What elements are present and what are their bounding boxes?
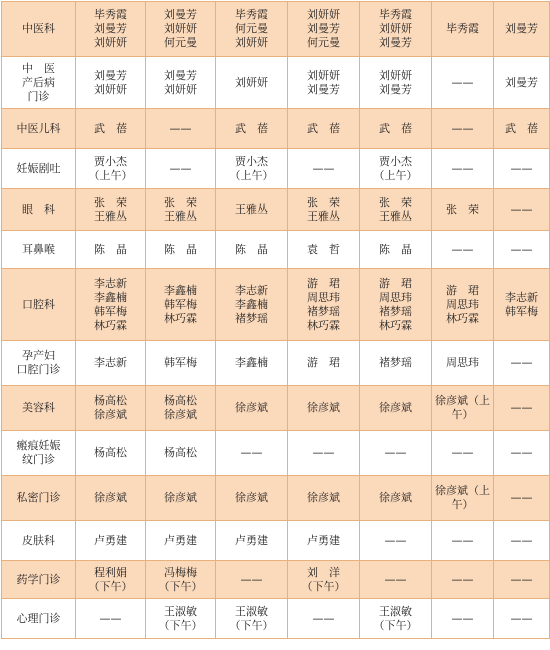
doctor-name: 刘曼芳 [164, 8, 197, 21]
schedule-cell [76, 476, 146, 521]
doctor-name: 王雅丛 [307, 209, 340, 223]
department-label: 药学门诊 [16, 572, 61, 586]
department-cell [2, 109, 76, 149]
doctor-name: （下午） [229, 618, 274, 632]
schedule-cell [494, 57, 550, 109]
doctor-name: —— [384, 533, 407, 547]
doctor-name: 王雅丛 [379, 209, 412, 223]
schedule-cell [76, 431, 146, 476]
department-label: 产后病 [22, 75, 55, 89]
schedule-cell [288, 386, 360, 431]
doctor-name: 卢勇建 [164, 533, 197, 547]
schedule-cell [146, 2, 216, 57]
doctor-name: 贾小杰 [379, 154, 412, 168]
department-label: 眼 科 [22, 202, 55, 216]
doctor-name: 徐彦斌 [307, 401, 340, 414]
doctor-name: 袁 哲 [307, 242, 340, 256]
doctor-name: 冯梅梅 [164, 565, 197, 579]
department-cell [2, 386, 76, 431]
schedule-cell [494, 149, 550, 189]
department-cell [2, 57, 76, 109]
doctor-name: 贾小杰 [235, 154, 268, 168]
schedule-cell [216, 561, 288, 599]
schedule-cell [432, 599, 494, 639]
doctor-name: 卢勇建 [307, 533, 340, 547]
schedule-cell [216, 57, 288, 109]
doctor-name: —— [510, 533, 533, 547]
schedule-cell [288, 269, 360, 341]
doctor-name: 杨高松 [94, 394, 127, 407]
doctor-name: 刘曼芳 [307, 82, 340, 96]
doctor-name: 张 荣 [446, 202, 479, 216]
schedule-cell [146, 109, 216, 149]
doctor-name: 褚梦瑶 [379, 356, 412, 369]
table-row [2, 386, 550, 431]
schedule-cell [432, 431, 494, 476]
doctor-name: 徐彦斌 [307, 491, 340, 504]
doctor-name: 武 蓓 [379, 121, 412, 135]
schedule-cell [360, 599, 432, 639]
doctor-name: —— [510, 611, 533, 625]
doctor-name: —— [384, 572, 407, 586]
department-label: 私密门诊 [16, 491, 61, 504]
department-label: 门诊 [27, 89, 50, 103]
doctor-name: 游 珺 [307, 356, 340, 369]
doctor-name: 何元曼 [235, 22, 268, 35]
department-label: 中医儿科 [16, 121, 61, 135]
schedule-cell [494, 189, 550, 231]
schedule-cell [494, 269, 550, 341]
doctor-name: 周思玮 [446, 356, 479, 369]
doctor-name: 徐彦斌 [164, 408, 197, 421]
schedule-cell [76, 521, 146, 561]
doctor-name: （下午） [88, 579, 133, 593]
schedule-cell [432, 341, 494, 386]
doctor-name: —— [510, 491, 533, 504]
schedule-cell [288, 476, 360, 521]
doctor-name: 林巧霖 [379, 318, 412, 332]
doctor-name: —— [451, 75, 474, 89]
doctor-name: 刘妍妍 [307, 8, 340, 21]
schedule-cell [146, 599, 216, 639]
schedule-cell [76, 109, 146, 149]
table-row [2, 476, 550, 521]
schedule-cell [360, 109, 432, 149]
schedule-cell [432, 231, 494, 269]
department-cell [2, 561, 76, 599]
doctor-name: 周思玮 [307, 290, 340, 304]
doctor-name: —— [312, 446, 335, 459]
schedule-cell [288, 521, 360, 561]
schedule-cell [146, 476, 216, 521]
doctor-name: 徐彦斌 [94, 408, 127, 421]
schedule-cell [288, 149, 360, 189]
table-row [2, 599, 550, 639]
doctor-name: 李鑫楠 [94, 290, 127, 304]
doctor-name: —— [312, 611, 335, 625]
doctor-name: 徐彦斌 [235, 491, 268, 504]
department-cell [2, 2, 76, 57]
schedule-cell [216, 341, 288, 386]
doctor-name: —— [169, 161, 192, 175]
schedule-cell [494, 599, 550, 639]
doctor-name: 刘 洋 [307, 565, 340, 579]
schedule-cell [432, 57, 494, 109]
department-label: 中医科 [22, 22, 55, 35]
doctor-name: 徐彦斌 [164, 491, 197, 504]
doctor-name: 韩军梅 [164, 356, 197, 369]
doctor-name: —— [451, 161, 474, 175]
schedule-cell [76, 189, 146, 231]
doctor-name: 杨高松 [94, 446, 127, 459]
doctor-name: 武 蓓 [235, 121, 268, 135]
doctor-name: 周思玮 [446, 297, 479, 311]
schedule-cell [76, 386, 146, 431]
doctor-name: 褚梦瑶 [235, 311, 268, 325]
schedule-cell [432, 109, 494, 149]
doctor-name: 游 珺 [379, 276, 412, 290]
doctor-name: 王淑敏 [235, 604, 268, 618]
doctor-name: 李鑫楠 [235, 356, 268, 369]
table-row [2, 57, 550, 109]
doctor-name: —— [451, 533, 474, 547]
department-cell [2, 521, 76, 561]
department-label: 耳鼻喉 [22, 242, 55, 256]
schedule-cell [146, 431, 216, 476]
table-row [2, 269, 550, 341]
table-row [2, 189, 550, 231]
schedule-cell [288, 2, 360, 57]
doctor-name: 刘妍妍 [164, 82, 197, 96]
schedule-cell [360, 189, 432, 231]
doctor-name: 王雅丛 [164, 209, 197, 223]
doctor-name: 韩军梅 [505, 304, 538, 318]
doctor-name: 午） [451, 408, 474, 421]
doctor-name: 刘曼芳 [505, 75, 538, 89]
doctor-name: 杨高松 [164, 394, 197, 407]
doctor-name: 刘曼芳 [307, 22, 340, 35]
schedule-cell [360, 57, 432, 109]
table-row [2, 341, 550, 386]
doctor-name: —— [510, 356, 533, 369]
schedule-cell [360, 269, 432, 341]
schedule-cell [216, 431, 288, 476]
schedule-cell [494, 2, 550, 57]
department-label: 皮肤科 [22, 533, 55, 547]
doctor-name: 李志新 [235, 283, 268, 297]
doctor-name: —— [510, 401, 533, 414]
doctor-name: 张 荣 [94, 195, 127, 209]
doctor-name: 武 蓓 [505, 121, 538, 135]
schedule-cell [360, 386, 432, 431]
doctor-name: 张 荣 [164, 195, 197, 209]
table-row [2, 521, 550, 561]
schedule-cell [494, 231, 550, 269]
department-label: 口腔门诊 [16, 363, 61, 376]
doctor-name: —— [240, 446, 263, 459]
doctor-name: 张 荣 [307, 195, 340, 209]
doctor-name: 林巧霖 [307, 318, 340, 332]
schedule-cell [360, 476, 432, 521]
schedule-cell [360, 521, 432, 561]
doctor-name: 徐彦斌 [94, 491, 127, 504]
department-cell [2, 269, 76, 341]
doctor-name: —— [384, 446, 407, 459]
department-cell [2, 231, 76, 269]
schedule-cell [288, 109, 360, 149]
department-cell [2, 341, 76, 386]
doctor-name: 张 荣 [379, 195, 412, 209]
doctor-name: 李志新 [94, 356, 127, 369]
schedule-cell [288, 599, 360, 639]
schedule-cell [360, 431, 432, 476]
doctor-name: 毕秀霞 [94, 8, 127, 21]
doctor-name: —— [451, 242, 474, 256]
schedule-cell [432, 521, 494, 561]
doctor-name: 刘曼芳 [379, 36, 412, 49]
doctor-name: 陈 晶 [94, 242, 127, 256]
doctor-name: 徐彦斌 [235, 401, 268, 414]
schedule-cell [76, 149, 146, 189]
schedule-cell [146, 386, 216, 431]
doctor-name: 王雅丛 [94, 209, 127, 223]
doctor-name: 林巧霖 [94, 318, 127, 332]
doctor-name: 卢勇建 [235, 533, 268, 547]
schedule-cell [288, 561, 360, 599]
doctor-name: 刘曼芳 [505, 22, 538, 35]
department-label: 瘢痕妊娠 [16, 439, 61, 452]
schedule-cell [216, 149, 288, 189]
department-cell [2, 476, 76, 521]
doctor-name: 刘妍妍 [235, 75, 268, 89]
schedule-cell [432, 476, 494, 521]
doctor-name: 徐彦斌（上 [435, 394, 490, 407]
schedule-cell [76, 231, 146, 269]
doctor-name: 刘妍妍 [164, 22, 197, 35]
schedule-cell [216, 189, 288, 231]
doctor-name: 李志新 [94, 276, 127, 290]
doctor-name: —— [451, 611, 474, 625]
schedule-cell [360, 231, 432, 269]
schedule-cell [288, 189, 360, 231]
doctor-name: 刘曼芳 [164, 68, 197, 82]
doctor-name: （下午） [373, 618, 418, 632]
doctor-name: 刘曼芳 [94, 68, 127, 82]
schedule-body [2, 2, 550, 639]
doctor-name: 徐彦斌 [379, 491, 412, 504]
doctor-name: —— [451, 572, 474, 586]
doctor-name: —— [510, 202, 533, 216]
department-cell [2, 149, 76, 189]
doctor-name: 刘妍妍 [379, 68, 412, 82]
doctor-name: 毕秀霞 [446, 22, 479, 35]
schedule-cell [494, 341, 550, 386]
doctor-name: （下午） [158, 579, 203, 593]
doctor-name: 杨高松 [164, 446, 197, 459]
schedule-cell [146, 341, 216, 386]
doctor-name: —— [312, 161, 335, 175]
doctor-name: 刘妍妍 [94, 36, 127, 49]
schedule-cell [288, 431, 360, 476]
schedule-cell [432, 269, 494, 341]
doctor-name: —— [510, 572, 533, 586]
department-label: 心理门诊 [16, 611, 61, 625]
department-label: 口腔科 [22, 297, 55, 311]
doctor-name: 陈 晶 [164, 242, 197, 256]
doctor-name: （下午） [158, 618, 203, 632]
schedule-cell [494, 476, 550, 521]
schedule-cell [288, 341, 360, 386]
doctor-name: 刘曼芳 [379, 82, 412, 96]
doctor-name: 徐彦斌（上 [435, 484, 490, 497]
doctor-name: 王淑敏 [379, 604, 412, 618]
table-row [2, 231, 550, 269]
doctor-name: 武 蓓 [94, 121, 127, 135]
department-label: 中 医 [22, 61, 55, 75]
table-row [2, 109, 550, 149]
doctor-name: 毕秀霞 [379, 8, 412, 21]
schedule-cell [146, 149, 216, 189]
schedule-cell [76, 57, 146, 109]
doctor-name: 贾小杰 [94, 154, 127, 168]
doctor-name: 刘曼芳 [94, 22, 127, 35]
schedule-cell [360, 149, 432, 189]
schedule-cell [216, 386, 288, 431]
doctor-name: 刘妍妍 [94, 82, 127, 96]
schedule-cell [432, 2, 494, 57]
doctor-name: 韩军梅 [94, 304, 127, 318]
schedule-cell [494, 521, 550, 561]
department-cell [2, 189, 76, 231]
doctor-name: 韩军梅 [164, 297, 197, 311]
doctor-name: 周思玮 [379, 290, 412, 304]
schedule-table-container [1, 1, 549, 639]
doctor-name: —— [451, 446, 474, 459]
schedule-cell [76, 269, 146, 341]
doctor-name: 褚梦瑶 [307, 304, 340, 318]
schedule-cell [494, 561, 550, 599]
table-row [2, 149, 550, 189]
table-row [2, 431, 550, 476]
doctor-name: 王雅丛 [235, 202, 268, 216]
doctor-name: 午） [451, 498, 474, 511]
schedule-cell [494, 431, 550, 476]
doctor-name: 何元曼 [307, 36, 340, 49]
doctor-name: 徐彦斌 [379, 401, 412, 414]
schedule-cell [216, 2, 288, 57]
schedule-cell [146, 57, 216, 109]
doctor-name: —— [99, 611, 122, 625]
schedule-cell [494, 386, 550, 431]
schedule-cell [216, 599, 288, 639]
doctor-name: 褚梦瑶 [379, 304, 412, 318]
doctor-name: 游 珺 [307, 276, 340, 290]
department-label: 妊娠剧吐 [16, 161, 61, 175]
schedule-cell [288, 57, 360, 109]
doctor-name: —— [169, 121, 192, 135]
department-cell [2, 431, 76, 476]
doctor-name: 李鑫楠 [235, 297, 268, 311]
doctor-name: 刘妍妍 [307, 68, 340, 82]
doctor-name: 林巧霖 [446, 311, 479, 325]
schedule-cell [146, 231, 216, 269]
schedule-cell [76, 341, 146, 386]
doctor-name: 程利娟 [94, 565, 127, 579]
schedule-cell [216, 476, 288, 521]
doctor-name: 毕秀霞 [235, 8, 268, 21]
schedule-cell [76, 561, 146, 599]
schedule-cell [432, 189, 494, 231]
doctor-name: 陈 晶 [379, 242, 412, 256]
department-cell [2, 599, 76, 639]
schedule-cell [216, 269, 288, 341]
schedule-cell [360, 341, 432, 386]
doctor-name: 王淑敏 [164, 604, 197, 618]
doctor-name: 李志新 [505, 290, 538, 304]
schedule-cell [76, 599, 146, 639]
department-label: 孕产妇 [22, 349, 55, 362]
doctor-name: 刘妍妍 [379, 22, 412, 35]
schedule-cell [146, 561, 216, 599]
schedule-cell [360, 561, 432, 599]
doctor-name: —— [240, 572, 263, 586]
doctor-name: 刘妍妍 [235, 36, 268, 49]
doctor-name: 何元曼 [164, 36, 197, 49]
doctor-name: —— [510, 446, 533, 459]
schedule-cell [216, 231, 288, 269]
doctor-name: （上午） [229, 168, 274, 182]
doctor-name: 游 珺 [446, 283, 479, 297]
doctor-name: （上午） [88, 168, 133, 182]
schedule-cell [432, 386, 494, 431]
schedule-cell [146, 269, 216, 341]
doctor-name: 李鑫楠 [164, 283, 197, 297]
schedule-cell [146, 521, 216, 561]
doctor-name: —— [510, 161, 533, 175]
schedule-cell [432, 561, 494, 599]
doctor-name: 武 蓓 [307, 121, 340, 135]
schedule-cell [360, 2, 432, 57]
schedule-cell [216, 109, 288, 149]
schedule-cell [216, 521, 288, 561]
table-row [2, 2, 550, 57]
department-label: 纹门诊 [22, 453, 55, 466]
schedule-cell [494, 109, 550, 149]
doctor-name: —— [451, 121, 474, 135]
doctor-name: 卢勇建 [94, 533, 127, 547]
clinic-schedule-table [1, 1, 550, 639]
doctor-name: 陈 晶 [235, 242, 268, 256]
schedule-cell [146, 189, 216, 231]
doctor-name: —— [510, 242, 533, 256]
schedule-cell [432, 149, 494, 189]
doctor-name: （下午） [301, 579, 346, 593]
table-row [2, 561, 550, 599]
doctor-name: 林巧霖 [164, 311, 197, 325]
schedule-cell [288, 231, 360, 269]
department-label: 美容科 [22, 401, 55, 414]
schedule-cell [76, 2, 146, 57]
doctor-name: （上午） [373, 168, 418, 182]
